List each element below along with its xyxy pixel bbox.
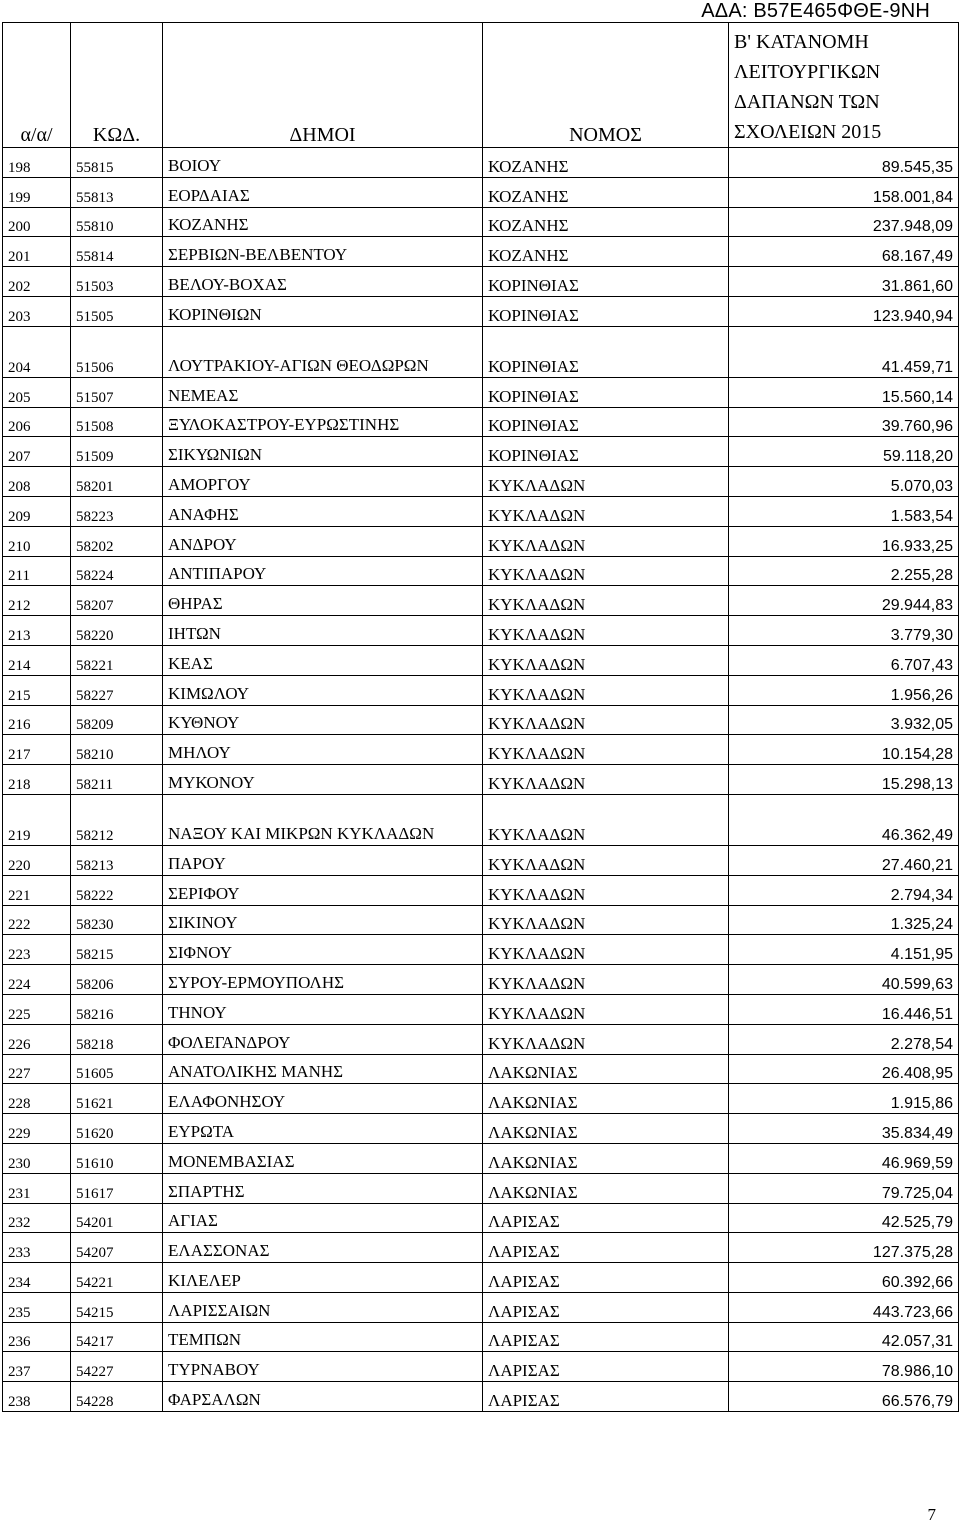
cell-dimos: ΛΑΡΙΣΣΑΙΩΝ [163,1292,483,1322]
cell-nomos: ΚΥΚΛΑΔΩΝ [483,586,729,616]
cell-kod: 54221 [71,1263,163,1293]
cell-dimos: ΦΟΛΕΓΑΝΔΡΟΥ [163,1024,483,1054]
cell-aa: 204 [3,326,71,377]
cell-aa: 199 [3,177,71,207]
ada-code: ΑΔΑ: Β57Ε465ΦΘΕ-9ΝΗ [701,0,930,22]
cell-amount: 443.723,66 [729,1292,959,1322]
cell-aa: 235 [3,1292,71,1322]
cell-aa: 210 [3,526,71,556]
cell-amount: 2.794,34 [729,875,959,905]
cell-amount: 60.392,66 [729,1263,959,1293]
table-row [3,1203,959,1233]
table-row [3,645,959,675]
cell-kod: 58227 [71,675,163,705]
allocation-table [2,22,959,1412]
cell-dimos: ΑΜΟΡΓΟΥ [163,467,483,497]
cell-dimos: ΤΥΡΝΑΒΟΥ [163,1352,483,1382]
table-row [3,326,959,377]
cell-kod: 54201 [71,1203,163,1233]
cell-nomos: ΚΟΖΑΝΗΣ [483,207,729,237]
table-row [3,616,959,646]
cell-kod: 58216 [71,994,163,1024]
cell-dimos: ΕΛΑΦΟΝΗΣΟΥ [163,1084,483,1114]
cell-dimos: ΣΙΚΙΝΟΥ [163,905,483,935]
cell-kod: 54227 [71,1352,163,1382]
cell-amount: 68.167,49 [729,237,959,267]
cell-kod: 58223 [71,496,163,526]
cell-dimos: ΘΗΡΑΣ [163,586,483,616]
cell-aa: 237 [3,1352,71,1382]
cell-nomos: ΚΥΚΛΑΔΩΝ [483,645,729,675]
table-row [3,1322,959,1352]
cell-kod: 58222 [71,875,163,905]
cell-dimos: ΜΗΛΟΥ [163,735,483,765]
cell-nomos: ΛΑΚΩΝΙΑΣ [483,1084,729,1114]
cell-aa: 209 [3,496,71,526]
cell-aa: 238 [3,1382,71,1412]
cell-nomos: ΚΟΡΙΝΘΙΑΣ [483,326,729,377]
cell-amount: 89.545,35 [729,148,959,178]
cell-nomos: ΚΥΚΛΑΔΩΝ [483,905,729,935]
header-kod: ΚΩΔ. [71,23,163,148]
table-row [3,177,959,207]
cell-dimos: ΣΙΚΥΩΝΙΩΝ [163,437,483,467]
cell-amount: 16.446,51 [729,994,959,1024]
cell-nomos: ΛΑΡΙΣΑΣ [483,1203,729,1233]
cell-amount: 39.760,96 [729,407,959,437]
table-row [3,267,959,297]
cell-aa: 236 [3,1322,71,1352]
cell-amount: 42.525,79 [729,1203,959,1233]
table-row [3,437,959,467]
cell-nomos: ΚΥΚΛΑΔΩΝ [483,875,729,905]
cell-amount: 237.948,09 [729,207,959,237]
table-row [3,1054,959,1084]
cell-dimos: ΜΟΝΕΜΒΑΣΙΑΣ [163,1143,483,1173]
cell-aa: 207 [3,437,71,467]
cell-nomos: ΚΥΚΛΑΔΩΝ [483,994,729,1024]
cell-dimos: ΞΥΛΟΚΑΣΤΡΟΥ-ΕΥΡΩΣΤΙΝΗΣ [163,407,483,437]
cell-amount: 79.725,04 [729,1173,959,1203]
cell-aa: 220 [3,845,71,875]
cell-amount: 15.560,14 [729,377,959,407]
cell-kod: 51617 [71,1173,163,1203]
cell-nomos: ΚΟΡΙΝΘΙΑΣ [483,437,729,467]
cell-amount: 6.707,43 [729,645,959,675]
cell-kod: 58213 [71,845,163,875]
cell-amount: 46.969,59 [729,1143,959,1173]
cell-kod: 58202 [71,526,163,556]
cell-dimos: ΣΥΡΟΥ-ΕΡΜΟΥΠΟΛΗΣ [163,965,483,995]
table-row [3,407,959,437]
table-row [3,207,959,237]
cell-kod: 58211 [71,765,163,795]
cell-kod: 51620 [71,1114,163,1144]
cell-nomos: ΛΑΡΙΣΑΣ [483,1292,729,1322]
cell-kod: 58206 [71,965,163,995]
cell-kod: 58230 [71,905,163,935]
cell-kod: 51508 [71,407,163,437]
cell-dimos: ΚΕΑΣ [163,645,483,675]
cell-nomos: ΚΥΚΛΑΔΩΝ [483,705,729,735]
table-row [3,705,959,735]
page-number: 7 [927,1505,936,1524]
cell-amount: 29.944,83 [729,586,959,616]
cell-nomos: ΚΥΚΛΑΔΩΝ [483,1024,729,1054]
table-row [3,148,959,178]
table-row [3,377,959,407]
table-row [3,467,959,497]
table-row [3,675,959,705]
cell-amount: 78.986,10 [729,1352,959,1382]
cell-amount: 10.154,28 [729,735,959,765]
table-row [3,935,959,965]
cell-dimos: ΜΥΚΟΝΟΥ [163,765,483,795]
cell-nomos: ΛΑΚΩΝΙΑΣ [483,1173,729,1203]
cell-dimos: ΒΕΛΟΥ-ΒΟΧΑΣ [163,267,483,297]
header-amount: Β' ΚΑΤΑΝΟΜΗ ΛΕΙΤΟΥΡΓΙΚΩΝ ΔΑΠΑΝΩΝ ΤΩΝ ΣΧΟΛΕΙΩΝ 2015 [729,23,959,148]
table-row [3,1024,959,1054]
cell-nomos: ΚΥΚΛΑΔΩΝ [483,467,729,497]
cell-dimos: ΣΕΡΙΦΟΥ [163,875,483,905]
cell-aa: 218 [3,765,71,795]
cell-kod: 51610 [71,1143,163,1173]
cell-amount: 2.255,28 [729,556,959,586]
cell-dimos: ΝΑΞΟΥ ΚΑΙ ΜΙΚΡΩΝ ΚΥΚΛΑΔΩΝ [163,794,483,845]
table-row [3,875,959,905]
cell-aa: 201 [3,237,71,267]
cell-dimos: ΑΝΤΙΠΑΡΟΥ [163,556,483,586]
cell-aa: 211 [3,556,71,586]
cell-amount: 1.583,54 [729,496,959,526]
cell-kod: 51509 [71,437,163,467]
table-row [3,905,959,935]
cell-aa: 216 [3,705,71,735]
cell-nomos: ΛΑΚΩΝΙΑΣ [483,1143,729,1173]
cell-aa: 213 [3,616,71,646]
cell-aa: 225 [3,994,71,1024]
cell-aa: 214 [3,645,71,675]
header-dimoi: ΔΗΜΟΙ [163,23,483,148]
table-row [3,845,959,875]
cell-amount: 3.779,30 [729,616,959,646]
cell-nomos: ΚΟΖΑΝΗΣ [483,237,729,267]
cell-nomos: ΚΥΚΛΑΔΩΝ [483,765,729,795]
table-row [3,735,959,765]
cell-nomos: ΚΥΚΛΑΔΩΝ [483,496,729,526]
cell-aa: 212 [3,586,71,616]
header-aa: α/α/ [3,23,71,148]
cell-nomos: ΛΑΡΙΣΑΣ [483,1233,729,1263]
table-row [3,556,959,586]
cell-aa: 198 [3,148,71,178]
cell-nomos: ΚΟΖΑΝΗΣ [483,177,729,207]
table-body [3,148,959,1412]
cell-dimos: ΚΙΜΩΛΟΥ [163,675,483,705]
cell-dimos: ΑΝΑΦΗΣ [163,496,483,526]
cell-nomos: ΚΥΚΛΑΔΩΝ [483,965,729,995]
table-row [3,1352,959,1382]
cell-aa: 224 [3,965,71,995]
cell-aa: 232 [3,1203,71,1233]
cell-aa: 202 [3,267,71,297]
cell-nomos: ΛΑΡΙΣΑΣ [483,1352,729,1382]
cell-nomos: ΚΥΚΛΑΔΩΝ [483,735,729,765]
cell-amount: 158.001,84 [729,177,959,207]
cell-dimos: ΣΠΑΡΤΗΣ [163,1173,483,1203]
table-row [3,765,959,795]
cell-amount: 66.576,79 [729,1382,959,1412]
cell-kod: 58218 [71,1024,163,1054]
table-row [3,1114,959,1144]
cell-amount: 4.151,95 [729,935,959,965]
cell-aa: 233 [3,1233,71,1263]
cell-kod: 54215 [71,1292,163,1322]
cell-nomos: ΚΥΚΛΑΔΩΝ [483,556,729,586]
table-row [3,496,959,526]
cell-amount: 46.362,49 [729,794,959,845]
cell-kod: 54228 [71,1382,163,1412]
cell-kod: 55813 [71,177,163,207]
cell-dimos: ΤΗΝΟΥ [163,994,483,1024]
cell-kod: 58212 [71,794,163,845]
cell-dimos: ΚΥΘΝΟΥ [163,705,483,735]
cell-amount: 1.325,24 [729,905,959,935]
cell-kod: 58224 [71,556,163,586]
cell-aa: 217 [3,735,71,765]
cell-nomos: ΛΑΡΙΣΑΣ [483,1263,729,1293]
cell-nomos: ΛΑΡΙΣΑΣ [483,1382,729,1412]
cell-dimos: ΒΟΙΟΥ [163,148,483,178]
cell-dimos: ΑΓΙΑΣ [163,1203,483,1233]
table-row [3,1233,959,1263]
cell-kod: 51605 [71,1054,163,1084]
cell-kod: 51506 [71,326,163,377]
table-row [3,1382,959,1412]
cell-dimos: ΛΟΥΤΡΑΚΙΟΥ-ΑΓΙΩΝ ΘΕΟΔΩΡΩΝ [163,326,483,377]
cell-nomos: ΛΑΡΙΣΑΣ [483,1322,729,1352]
cell-aa: 227 [3,1054,71,1084]
cell-amount: 16.933,25 [729,526,959,556]
cell-nomos: ΚΥΚΛΑΔΩΝ [483,845,729,875]
cell-dimos: ΕΛΑΣΣΟΝΑΣ [163,1233,483,1263]
cell-kod: 58207 [71,586,163,616]
cell-kod: 51621 [71,1084,163,1114]
cell-amount: 59.118,20 [729,437,959,467]
cell-aa: 215 [3,675,71,705]
table-row [3,1173,959,1203]
cell-kod: 58220 [71,616,163,646]
cell-amount: 1.956,26 [729,675,959,705]
cell-aa: 219 [3,794,71,845]
cell-aa: 200 [3,207,71,237]
cell-aa: 206 [3,407,71,437]
cell-nomos: ΛΑΚΩΝΙΑΣ [483,1114,729,1144]
cell-dimos: ΕΟΡΔΑΙΑΣ [163,177,483,207]
cell-dimos: ΚΟΡΙΝΘΙΩΝ [163,296,483,326]
cell-amount: 2.278,54 [729,1024,959,1054]
cell-amount: 123.940,94 [729,296,959,326]
cell-nomos: ΚΟΡΙΝΘΙΑΣ [483,296,729,326]
cell-kod: 55815 [71,148,163,178]
cell-amount: 42.057,31 [729,1322,959,1352]
cell-nomos: ΚΥΚΛΑΔΩΝ [483,616,729,646]
table-row [3,1292,959,1322]
cell-dimos: ΠΑΡΟΥ [163,845,483,875]
cell-dimos: ΑΝΔΡΟΥ [163,526,483,556]
cell-dimos: ΣΙΦΝΟΥ [163,935,483,965]
header-nomos: ΝΟΜΟΣ [483,23,729,148]
cell-aa: 223 [3,935,71,965]
cell-aa: 234 [3,1263,71,1293]
cell-nomos: ΚΥΚΛΑΔΩΝ [483,794,729,845]
table-row [3,1263,959,1293]
cell-kod: 54207 [71,1233,163,1263]
table-row [3,526,959,556]
cell-amount: 127.375,28 [729,1233,959,1263]
table-row [3,1084,959,1114]
cell-amount: 3.932,05 [729,705,959,735]
cell-amount: 35.834,49 [729,1114,959,1144]
table-row [3,965,959,995]
cell-aa: 226 [3,1024,71,1054]
cell-nomos: ΚΥΚΛΑΔΩΝ [483,935,729,965]
cell-kod: 58215 [71,935,163,965]
cell-aa: 231 [3,1173,71,1203]
cell-amount: 5.070,03 [729,467,959,497]
cell-nomos: ΛΑΚΩΝΙΑΣ [483,1054,729,1084]
cell-aa: 222 [3,905,71,935]
cell-nomos: ΚΟΡΙΝΘΙΑΣ [483,267,729,297]
cell-amount: 40.599,63 [729,965,959,995]
cell-nomos: ΚΟΡΙΝΘΙΑΣ [483,407,729,437]
table-row [3,1143,959,1173]
table-row [3,794,959,845]
cell-aa: 230 [3,1143,71,1173]
cell-kod: 51505 [71,296,163,326]
cell-amount: 27.460,21 [729,845,959,875]
cell-kod: 51507 [71,377,163,407]
cell-aa: 228 [3,1084,71,1114]
cell-kod: 55814 [71,237,163,267]
cell-kod: 55810 [71,207,163,237]
cell-aa: 221 [3,875,71,905]
cell-amount: 15.298,13 [729,765,959,795]
cell-kod: 58201 [71,467,163,497]
table-row [3,586,959,616]
cell-kod: 58210 [71,735,163,765]
cell-dimos: ΣΕΡΒΙΩΝ-ΒΕΛΒΕΝΤΟΥ [163,237,483,267]
table-header [3,23,959,148]
cell-kod: 54217 [71,1322,163,1352]
cell-dimos: ΙΗΤΩΝ [163,616,483,646]
cell-aa: 205 [3,377,71,407]
cell-dimos: ΕΥΡΩΤΑ [163,1114,483,1144]
cell-nomos: ΚΥΚΛΑΔΩΝ [483,526,729,556]
cell-nomos: ΚΟΡΙΝΘΙΑΣ [483,377,729,407]
cell-amount: 26.408,95 [729,1054,959,1084]
cell-nomos: ΚΥΚΛΑΔΩΝ [483,675,729,705]
cell-amount: 1.915,86 [729,1084,959,1114]
table-row [3,296,959,326]
table-row [3,237,959,267]
cell-nomos: ΚΟΖΑΝΗΣ [483,148,729,178]
cell-kod: 58221 [71,645,163,675]
cell-dimos: ΚΟΖΑΝΗΣ [163,207,483,237]
cell-dimos: ΑΝΑΤΟΛΙΚΗΣ ΜΑΝΗΣ [163,1054,483,1084]
table-row [3,994,959,1024]
cell-kod: 58209 [71,705,163,735]
cell-kod: 51503 [71,267,163,297]
cell-aa: 229 [3,1114,71,1144]
cell-amount: 31.861,60 [729,267,959,297]
cell-amount: 41.459,71 [729,326,959,377]
cell-dimos: ΚΙΛΕΛΕΡ [163,1263,483,1293]
cell-dimos: ΤΕΜΠΩΝ [163,1322,483,1352]
cell-aa: 203 [3,296,71,326]
cell-dimos: ΝΕΜΕΑΣ [163,377,483,407]
cell-aa: 208 [3,467,71,497]
cell-dimos: ΦΑΡΣΑΛΩΝ [163,1382,483,1412]
